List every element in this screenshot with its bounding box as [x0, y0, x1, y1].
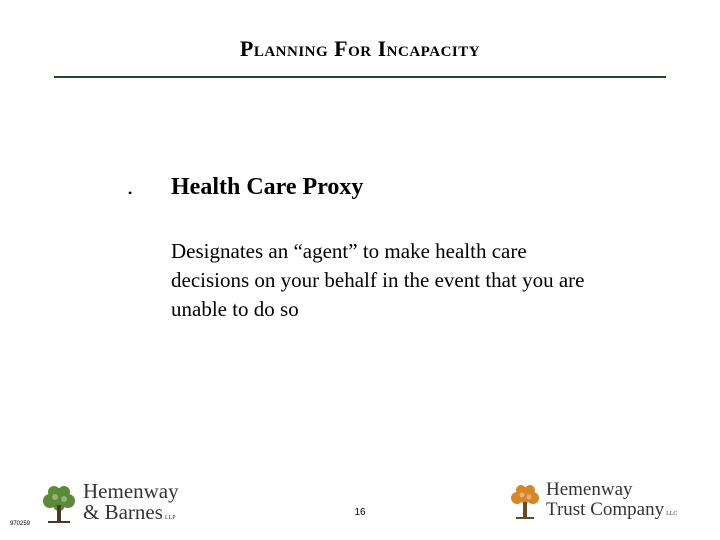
bullet-marker: •: [128, 186, 133, 200]
page-number: 16: [354, 507, 366, 518]
document-code: 970259: [10, 521, 31, 527]
hemenway-barnes-logo: [40, 481, 179, 529]
logo-line-2: Trust Company: [546, 499, 665, 520]
tree-icon: [509, 484, 541, 520]
logo-suffix: LLC: [666, 511, 678, 517]
logo-line-1: Hemenway: [546, 479, 633, 500]
bullet-description: Designates an “agent” to make health care decisions on your behalf in the event that you are unable to do so: [171, 239, 585, 321]
title-divider: [54, 76, 666, 78]
bullet-heading: Health Care Proxy: [171, 174, 364, 200]
hemenway-trust-logo: [509, 480, 677, 524]
slide-title: Planning For Incapacity: [239, 36, 481, 61]
logo-line-2: & Barnes: [83, 500, 163, 524]
tree-icon: [40, 485, 78, 525]
logo-line-1: Hemenway: [83, 479, 179, 503]
logo-suffix: LLP: [164, 515, 176, 521]
